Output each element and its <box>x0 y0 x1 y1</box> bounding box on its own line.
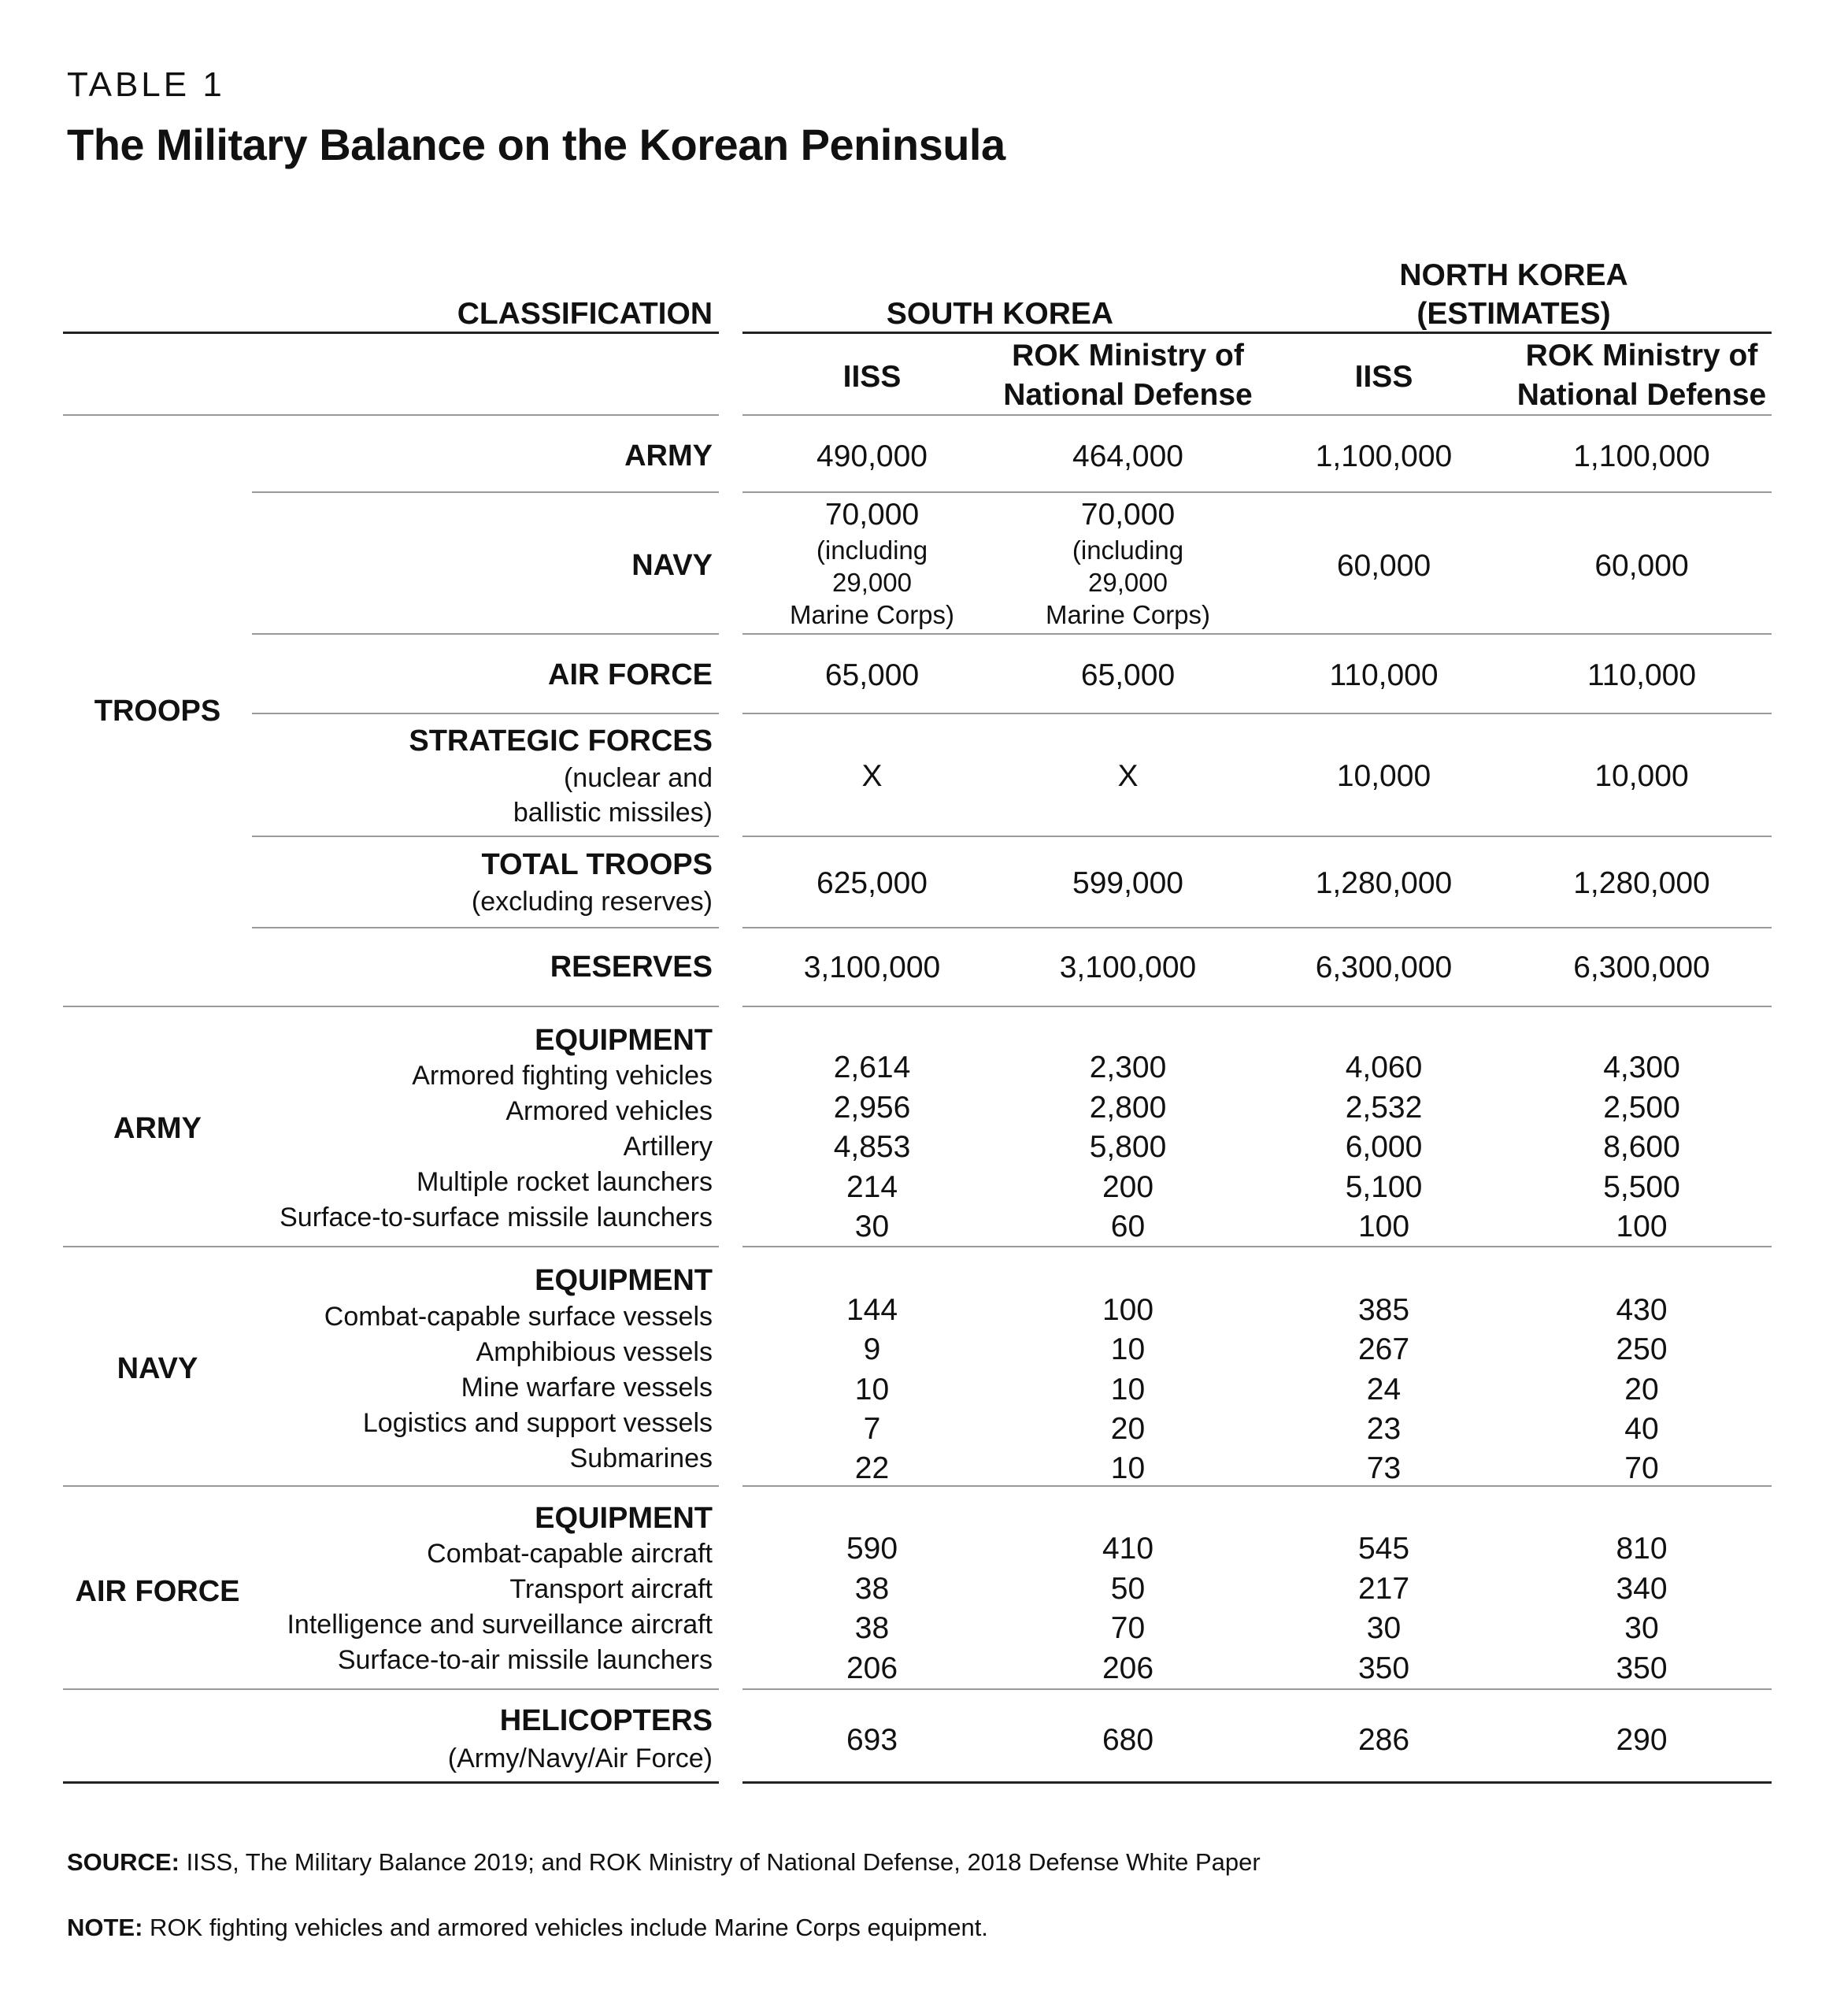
navy-sk-iiss-note: 29,000 <box>832 568 912 597</box>
army-equip-value: 5,800 <box>1089 1130 1167 1164</box>
army-sk-iiss: 490,000 <box>817 439 928 473</box>
section-rule <box>742 1006 1772 1007</box>
north-korea-estimates: (ESTIMATES) <box>1416 297 1611 331</box>
navy-equip-value: 20 <box>1110 1412 1146 1446</box>
navy-equip-label: Combat-capable surface vessels <box>324 1302 713 1332</box>
row-rule <box>742 491 1772 493</box>
section-rule <box>63 1246 719 1247</box>
classification-header: CLASSIFICATION <box>457 297 713 331</box>
navy-equip-value: 20 <box>1624 1373 1659 1406</box>
air-equip-label: Combat-capable aircraft <box>427 1539 713 1569</box>
army-equip-label: Artillery <box>623 1132 713 1162</box>
airforce-nk-rok: 110,000 <box>1587 658 1697 692</box>
table-bottom-rule <box>742 1781 1772 1784</box>
army-equip-value: 2,300 <box>1089 1051 1167 1084</box>
navy-equip-value: 23 <box>1366 1412 1402 1446</box>
air-equip-value: 70 <box>1110 1611 1146 1645</box>
navy-equip-value: 10 <box>1110 1332 1146 1366</box>
army-equipment-heading: EQUIPMENT <box>535 1024 713 1057</box>
army-equip-value: 60 <box>1110 1210 1146 1243</box>
section-rule <box>742 1688 1772 1690</box>
reserves-nk-rok: 6,300,000 <box>1573 951 1710 984</box>
reserves-sk-rok: 3,100,000 <box>1059 951 1197 984</box>
navy-equip-value: 9 <box>863 1332 881 1366</box>
army-equip-value: 5,500 <box>1603 1170 1680 1204</box>
category-air-force: AIR FORCE <box>75 1575 240 1608</box>
air-equip-value: 350 <box>1357 1651 1410 1685</box>
navy-equip-value: 100 <box>1102 1293 1154 1327</box>
strategic-nk-iiss: 10,000 <box>1336 759 1431 793</box>
army-equip-value: 2,532 <box>1345 1091 1423 1125</box>
source-note <box>67 1847 1261 1878</box>
note-label: NOTE: <box>67 1914 143 1941</box>
row-rule <box>742 713 1772 714</box>
helicopters-nk-iiss: 286 <box>1357 1723 1410 1757</box>
army-equip-value: 30 <box>854 1210 890 1243</box>
strategic-nk-rok: 10,000 <box>1594 759 1689 793</box>
row-rule <box>252 836 719 837</box>
air-equip-value: 30 <box>1624 1611 1659 1645</box>
helicopters-sk-rok: 680 <box>1102 1723 1154 1757</box>
army-equip-value: 100 <box>1357 1210 1410 1243</box>
table-bottom-rule <box>63 1781 719 1784</box>
helicopters-nk-rok: 290 <box>1616 1723 1668 1757</box>
navy-equip-value: 250 <box>1616 1332 1668 1366</box>
air-equip-value: 410 <box>1102 1532 1154 1566</box>
air-equip-value: 206 <box>1102 1651 1154 1685</box>
nk-iiss-header: IISS <box>1354 360 1413 394</box>
note <box>67 1912 988 1944</box>
army-sk-rok: 464,000 <box>1072 439 1183 473</box>
row-label-navy: NAVY <box>631 549 713 582</box>
air-equip-value: 545 <box>1357 1532 1410 1566</box>
army-equip-label: Armored fighting vehicles <box>412 1061 713 1091</box>
airforce-nk-iiss: 110,000 <box>1329 658 1439 692</box>
strategic-sub1: (nuclear and <box>563 763 713 793</box>
north-korea-header: NORTH KOREA <box>1399 258 1628 292</box>
air-equipment-heading: EQUIPMENT <box>535 1502 713 1535</box>
army-nk-iiss: 1,100,000 <box>1315 439 1453 473</box>
air-equip-value: 38 <box>854 1611 890 1645</box>
army-equip-value: 6,000 <box>1345 1130 1423 1164</box>
navy-equip-value: 40 <box>1624 1412 1659 1446</box>
air-equip-value: 810 <box>1616 1532 1668 1566</box>
air-equip-value: 350 <box>1616 1651 1668 1685</box>
navy-sk-rok-note: (including <box>1072 536 1184 565</box>
navy-equip-value: 70 <box>1624 1451 1659 1485</box>
air-equip-value: 206 <box>846 1651 898 1685</box>
header-rule-right <box>742 332 1772 334</box>
air-equip-value: 340 <box>1616 1572 1668 1606</box>
category-troops: TROOPS <box>94 695 221 728</box>
army-equip-value: 2,614 <box>833 1051 911 1084</box>
row-rule <box>252 633 719 635</box>
section-rule <box>742 1246 1772 1247</box>
note-text: ROK fighting vehicles and armored vehicles include Marine Corps equipment. <box>143 1914 988 1941</box>
total-sub: (excluding reserves) <box>471 887 713 917</box>
navy-equip-label: Logistics and support vessels <box>362 1408 713 1438</box>
navy-equip-label: Submarines <box>569 1443 713 1473</box>
navy-equip-value: 385 <box>1357 1293 1410 1327</box>
row-label-army: ARMY <box>624 439 713 472</box>
row-rule <box>252 927 719 928</box>
table-title: The Military Balance on the Korean Peninsula <box>67 120 1005 169</box>
air-equip-label: Surface-to-air missile launchers <box>337 1645 713 1675</box>
navy-equip-label: Amphibious vessels <box>476 1337 713 1367</box>
army-equip-value: 2,956 <box>833 1091 911 1125</box>
airforce-sk-rok: 65,000 <box>1080 658 1176 692</box>
subheader-rule-right <box>742 414 1772 416</box>
category-army: ARMY <box>113 1112 202 1145</box>
row-rule <box>742 836 1772 837</box>
helicopters-sub: (Army/Navy/Air Force) <box>447 1744 713 1773</box>
source-label: SOURCE: <box>67 1848 180 1876</box>
row-label-air-force: AIR FORCE <box>548 658 713 691</box>
navy-equip-value: 7 <box>863 1412 881 1446</box>
army-equip-value: 8,600 <box>1603 1130 1680 1164</box>
navy-equip-value: 73 <box>1366 1451 1402 1485</box>
total-sk-rok: 599,000 <box>1072 866 1183 900</box>
row-rule <box>252 491 719 493</box>
strategic-sk-rok: X <box>1117 759 1139 793</box>
reserves-sk-iiss: 3,100,000 <box>803 951 941 984</box>
air-equip-label: Transport aircraft <box>509 1574 713 1604</box>
air-equip-value: 217 <box>1357 1572 1410 1606</box>
reserves-nk-iiss: 6,300,000 <box>1315 951 1453 984</box>
army-equip-value: 200 <box>1102 1170 1154 1204</box>
navy-nk-rok: 60,000 <box>1594 549 1689 583</box>
total-sk-iiss: 625,000 <box>817 866 928 900</box>
navy-equip-value: 10 <box>854 1373 890 1406</box>
navy-sk-rok-note: 29,000 <box>1088 568 1168 597</box>
row-label-reserves: RESERVES <box>550 951 713 984</box>
sk-rok-header-line2: National Defense <box>1003 378 1253 412</box>
section-rule <box>63 1006 719 1007</box>
table-label: TABLE 1 <box>67 65 225 104</box>
air-equip-label: Intelligence and surveillance aircraft <box>287 1610 713 1640</box>
navy-equip-label: Mine warfare vessels <box>461 1373 713 1403</box>
navy-equip-value: 10 <box>1110 1451 1146 1485</box>
navy-equipment-heading: EQUIPMENT <box>535 1264 713 1297</box>
sk-rok-header-line1: ROK Ministry of <box>1012 339 1244 372</box>
nk-rok-header-line2: National Defense <box>1516 378 1767 412</box>
nk-rok-header-line1: ROK Ministry of <box>1525 339 1758 372</box>
army-equip-value: 100 <box>1616 1210 1668 1243</box>
army-equip-value: 4,853 <box>833 1130 911 1164</box>
helicopters-sk-iiss: 693 <box>846 1723 898 1757</box>
navy-sk-iiss-note: (including <box>816 536 928 565</box>
row-label-strategic-forces: STRATEGIC FORCES <box>409 724 713 758</box>
row-label-total-troops: TOTAL TROOPS <box>481 848 713 881</box>
navy-sk-rok-note: Marine Corps) <box>1045 600 1211 629</box>
army-equip-value: 5,100 <box>1345 1170 1423 1204</box>
category-navy: NAVY <box>117 1352 198 1385</box>
row-label-helicopters: HELICOPTERS <box>499 1704 713 1737</box>
navy-equip-value: 10 <box>1110 1373 1146 1406</box>
row-rule <box>742 927 1772 928</box>
navy-sk-iiss-value: 70,000 <box>824 498 920 532</box>
total-nk-rok: 1,280,000 <box>1573 866 1710 900</box>
navy-equip-value: 430 <box>1616 1293 1668 1327</box>
air-equip-value: 590 <box>846 1532 898 1566</box>
army-equip-label: Armored vehicles <box>505 1096 713 1126</box>
army-equip-value: 2,500 <box>1603 1091 1680 1125</box>
air-equip-value: 30 <box>1366 1611 1402 1645</box>
total-nk-iiss: 1,280,000 <box>1315 866 1453 900</box>
row-rule <box>742 633 1772 635</box>
navy-sk-rok-value: 70,000 <box>1080 498 1176 532</box>
army-equip-value: 214 <box>846 1170 898 1204</box>
row-rule <box>252 713 719 714</box>
navy-nk-iiss: 60,000 <box>1336 549 1431 583</box>
navy-equip-value: 267 <box>1357 1332 1410 1366</box>
army-equip-value: 4,060 <box>1345 1051 1423 1084</box>
airforce-sk-iiss: 65,000 <box>824 658 920 692</box>
army-nk-rok: 1,100,000 <box>1573 439 1710 473</box>
air-equip-value: 50 <box>1110 1572 1146 1606</box>
navy-equip-value: 144 <box>846 1293 898 1327</box>
strategic-sk-iiss: X <box>861 759 883 793</box>
navy-equip-value: 24 <box>1366 1373 1402 1406</box>
air-equip-value: 38 <box>854 1572 890 1606</box>
section-rule <box>63 1485 719 1487</box>
army-equip-label: Surface-to-surface missile launchers <box>280 1203 713 1232</box>
header-rule-left <box>63 332 719 334</box>
strategic-sub2: ballistic missiles) <box>513 798 713 828</box>
army-equip-value: 2,800 <box>1089 1091 1167 1125</box>
section-rule <box>63 1688 719 1690</box>
section-rule <box>742 1485 1772 1487</box>
navy-sk-iiss-note: Marine Corps) <box>789 600 955 629</box>
sk-iiss-header: IISS <box>842 360 902 394</box>
south-korea-header: SOUTH KOREA <box>886 297 1114 331</box>
source-text: IISS, The Military Balance 2019; and ROK Ministry of National Defense, 2018 Defense White Paper <box>179 1848 1261 1876</box>
army-equip-label: Multiple rocket launchers <box>416 1167 713 1197</box>
subheader-rule-left <box>63 414 719 416</box>
army-equip-value: 4,300 <box>1603 1051 1680 1084</box>
navy-equip-value: 22 <box>854 1451 890 1485</box>
